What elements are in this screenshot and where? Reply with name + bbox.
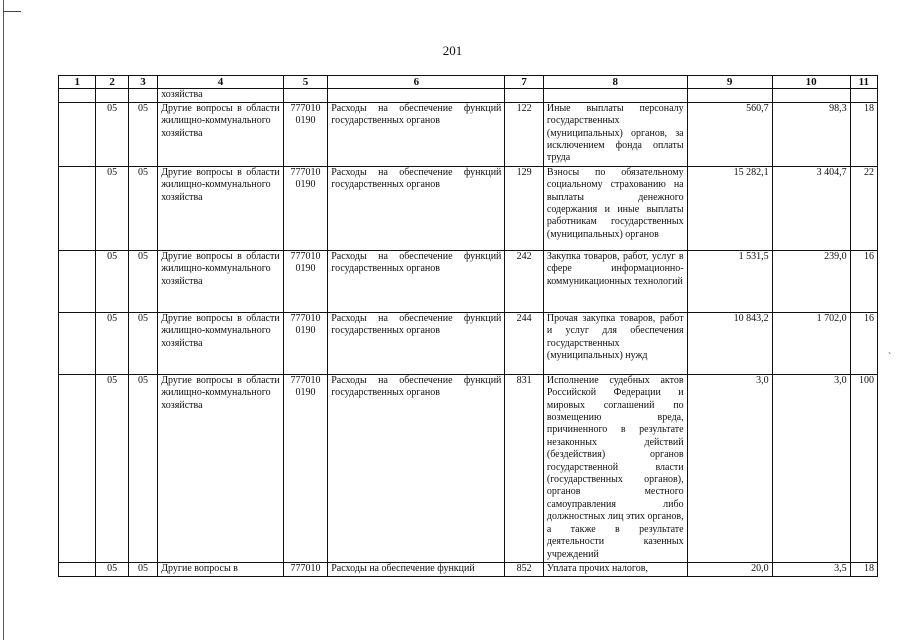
cell-percent: 16 — [850, 312, 877, 374]
table-row — [59, 562, 878, 576]
cell-subsection: 05 — [128, 312, 157, 374]
cell-target-name: Расходы на обеспечение функций — [328, 562, 505, 576]
cell-target-name: Расходы на обеспечение функций государственных органов — [328, 102, 505, 166]
cell-plan: 1 531,5 — [687, 250, 772, 312]
col-header-11: 11 — [850, 76, 877, 89]
cell-expense-code: 242 — [505, 250, 543, 312]
cell-actual: 98,3 — [772, 102, 850, 166]
cell-plan: 10 843,2 — [687, 312, 772, 374]
cell-target-name: Расходы на обеспечение функций государственных органов — [328, 250, 505, 312]
cell-actual: 3,0 — [772, 374, 850, 562]
cell-expense-name: Закупка товаров, работ, услуг в сфере информационно-коммуникационных технологий — [543, 250, 687, 312]
cell-index — [59, 562, 96, 576]
cell-section: 05 — [96, 166, 128, 250]
col-header-3: 3 — [128, 76, 157, 89]
cell-expense-name: Уплата прочих налогов, — [543, 562, 687, 576]
cell-subsection: 05 — [128, 166, 157, 250]
cell-actual: 3 404,7 — [772, 166, 850, 250]
continuation-text: хозяйства — [158, 89, 284, 102]
cell-target-code: 777010 0190 — [283, 374, 328, 562]
cell-section-name: Другие вопросы в — [158, 562, 284, 576]
col-header-10: 10 — [772, 76, 850, 89]
col-header-8: 8 — [543, 76, 687, 89]
col-header-7: 7 — [505, 76, 543, 89]
cell-index — [59, 374, 96, 562]
cell-target-code: 777010 0190 — [283, 102, 328, 166]
table-row — [59, 312, 878, 374]
cell-expense-name: Прочая закупка товаров, работ и услуг для обеспечения государственных (муниципальных) нужд — [543, 312, 687, 374]
cell-target-code: 777010 — [283, 562, 328, 576]
col-header-9: 9 — [687, 76, 772, 89]
col-header-6: 6 — [328, 76, 505, 89]
cell-percent: 16 — [850, 250, 877, 312]
stray-mark: ` — [888, 352, 892, 363]
page-number: 201 — [442, 43, 463, 58]
cell-percent: 18 — [850, 102, 877, 166]
cell-percent: 100 — [850, 374, 877, 562]
cell-section-name: Другие вопросы в области жилищно-коммунального хозяйства — [158, 250, 284, 312]
cell-expense-code: 244 — [505, 312, 543, 374]
cell-expense-code: 122 — [505, 102, 543, 166]
cell-target-code: 777010 0190 — [283, 250, 328, 312]
continuation-row — [59, 89, 878, 102]
table-row — [59, 166, 878, 250]
cell-section: 05 — [96, 250, 128, 312]
col-header-5: 5 — [283, 76, 328, 89]
cell-percent: 18 — [850, 562, 877, 576]
col-header-2: 2 — [96, 76, 128, 89]
table-row — [59, 250, 878, 312]
cell-plan: 3,0 — [687, 374, 772, 562]
col-header-1: 1 — [59, 76, 96, 89]
cell-target-code: 777010 0190 — [283, 166, 328, 250]
cell-plan: 20,0 — [687, 562, 772, 576]
cell-actual: 3,5 — [772, 562, 850, 576]
budget-table — [58, 75, 878, 577]
cell-target-name: Расходы на обеспечение функций государственных органов — [328, 166, 505, 250]
table-row — [59, 102, 878, 166]
cell-section: 05 — [96, 374, 128, 562]
cell-section: 05 — [96, 102, 128, 166]
cell-target-code: 777010 0190 — [283, 312, 328, 374]
header-row — [59, 76, 878, 89]
cell-subsection: 05 — [128, 562, 157, 576]
cell-expense-code: 129 — [505, 166, 543, 250]
cell-subsection: 05 — [128, 102, 157, 166]
cell-target-name: Расходы на обеспечение функций государственных органов — [328, 374, 505, 562]
cell-index — [59, 312, 96, 374]
cell-percent: 22 — [850, 166, 877, 250]
cell-expense-code: 852 — [505, 562, 543, 576]
cell-index — [59, 250, 96, 312]
cell-section-name: Другие вопросы в области жилищно-коммунального хозяйства — [158, 312, 284, 374]
cell-expense-name: Исполнение судебных актов Российской Федерации и мировых соглашений по возмещению вреда, причиненного в результате незаконных действий (бездействия) органов государственной власти (государственных органов), органов местного самоуправления либо должностных лиц этих органов, а также в результате деятельности казенных учреждений — [543, 374, 687, 562]
left-margin-line — [3, 0, 4, 640]
cell-expense-name: Иные выплаты персоналу государственных (муниципальных) органов, за исключением фонда оплаты труда — [543, 102, 687, 166]
margin-tick — [3, 11, 21, 12]
cell-section-name: Другие вопросы в области жилищно-коммунального хозяйства — [158, 166, 284, 250]
cell-expense-code: 831 — [505, 374, 543, 562]
cell-subsection: 05 — [128, 250, 157, 312]
cell-section-name: Другие вопросы в области жилищно-коммунального хозяйства — [158, 102, 284, 166]
cell-expense-name: Взносы по обязательному социальному страхованию на выплаты денежного содержания и иные выплаты работникам государственных (муниципальных) органов — [543, 166, 687, 250]
cell-section: 05 — [96, 312, 128, 374]
col-header-4: 4 — [158, 76, 284, 89]
cell-actual: 239,0 — [772, 250, 850, 312]
cell-subsection: 05 — [128, 374, 157, 562]
cell-plan: 560,7 — [687, 102, 772, 166]
cell-plan: 15 282,1 — [687, 166, 772, 250]
cell-section: 05 — [96, 562, 128, 576]
cell-index — [59, 166, 96, 250]
cell-section-name: Другие вопросы в области жилищно-коммунального хозяйства — [158, 374, 284, 562]
cell-target-name: Расходы на обеспечение функций государственных органов — [328, 312, 505, 374]
cell-actual: 1 702,0 — [772, 312, 850, 374]
cell-index — [59, 102, 96, 166]
table-row — [59, 374, 878, 562]
